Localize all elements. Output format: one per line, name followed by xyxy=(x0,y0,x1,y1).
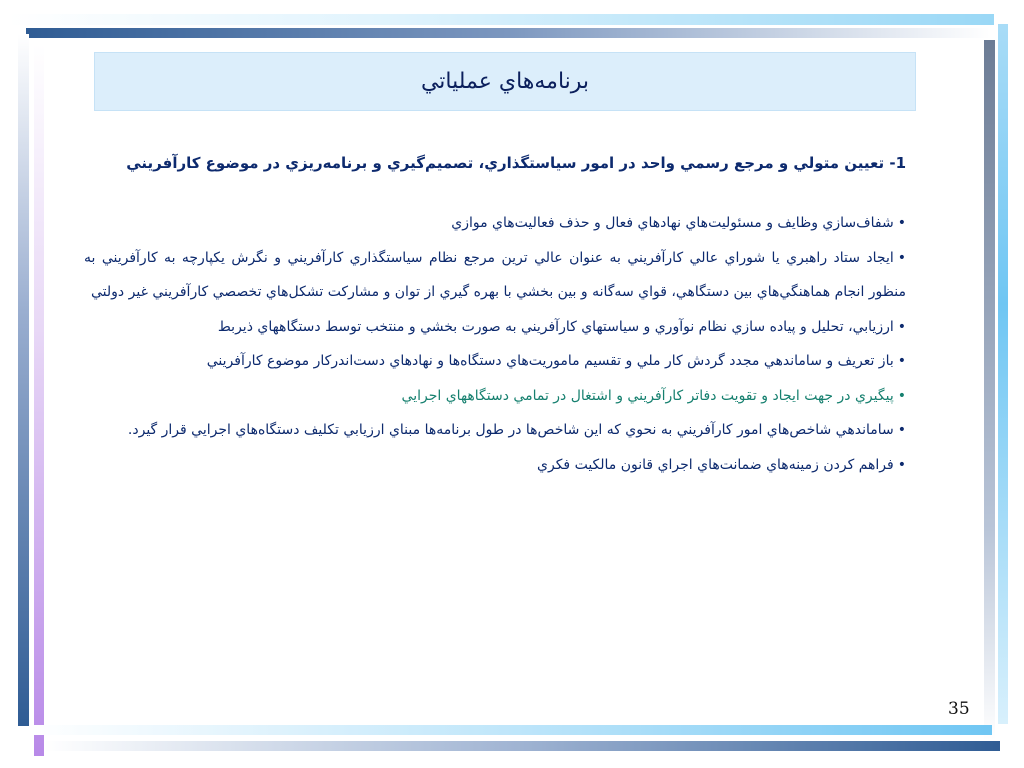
bullet-text: ارزيابي، تحليل و پياده سازي نظام نوآوري و سياستهاي كارآفريني به صورت بخشي و منتخب توسط دستگاههاي ذيربط xyxy=(217,318,894,335)
bullet-icon: • xyxy=(897,249,906,266)
bullet-item xyxy=(84,344,906,379)
bullet-text: پيگيري در جهت ايجاد و تقويت دفاتر كارآفريني و اشتغال در تمامي دستگاههاي اجرايي xyxy=(401,387,894,404)
bottom-light-bar xyxy=(30,725,992,735)
page-number: 35 xyxy=(948,699,970,719)
bullet-item xyxy=(84,448,906,483)
bullet-icon: • xyxy=(897,318,906,335)
slide-title-box xyxy=(94,52,916,111)
bullet-item xyxy=(84,206,906,241)
top-dark-bar xyxy=(26,28,990,38)
bullet-text: شفاف‌سازي وظايف و مسئوليت‌هاي نهادهاي فعال و حذف فعاليت‌هاي موازي xyxy=(451,215,894,231)
top-light-bar xyxy=(8,14,994,25)
right-light-bar xyxy=(998,24,1008,724)
bullet-item xyxy=(84,413,906,448)
bullet-text: فراهم كردن زمينه‌هاي ضمانت‌هاي اجراي قانون مالكيت فكري xyxy=(537,456,894,473)
left-dark-bar xyxy=(18,34,29,726)
bullet-item xyxy=(84,310,906,345)
left-violet-bar xyxy=(34,44,44,756)
bullet-item xyxy=(84,241,906,310)
bottom-dark-bar xyxy=(44,741,1000,751)
slide-content xyxy=(84,148,906,482)
bullet-icon: • xyxy=(897,422,906,438)
section-heading: 1- تعيين متولي و مرجع رسمي واحد در امور سياستگذاري، تصميم‌گيري و برنامه‌ريزي در موضوع كارآفريني xyxy=(126,154,906,172)
bullet-icon: • xyxy=(897,387,906,404)
bullet-icon: • xyxy=(897,215,906,231)
bullet-icon: • xyxy=(897,353,906,369)
right-dark-bar xyxy=(984,40,995,740)
bullet-icon: • xyxy=(897,456,906,473)
bullet-text: باز تعريف و ساماندهي مجدد گردش كار ملي و تقسيم ماموريت‌هاي دستگاه‌ها و نهادهاي دست‌اندركار موضوع كارآفريني xyxy=(206,353,894,369)
slide-title: برنامه‌هاي عملياتي xyxy=(420,69,590,94)
bullet-text: ايجاد ستاد راهبري يا شوراي عالي كارآفريني به عنوان عالي ترين مرجع نظام سياستگذاري كارآفريني و نگرش يكپارچه به كارآفريني به منظور انجام هماهنگي‌هاي بين دستگاهي، قواي سه‌گانه و بين بخشي با بهره گيري از توان و مشاركت تشكل‌هاي تخصصي كارآفريني غير دولتي xyxy=(84,249,906,300)
bullet-text: ساماندهي شاخص‌هاي امور كارآفريني به نحوي كه اين شاخص‌ها در طول برنامه‌ها مبناي ارزيابي تكليف دستگاه‌هاي اجرايي قرار گيرد. xyxy=(127,422,894,438)
bullet-item-highlighted xyxy=(84,379,906,414)
